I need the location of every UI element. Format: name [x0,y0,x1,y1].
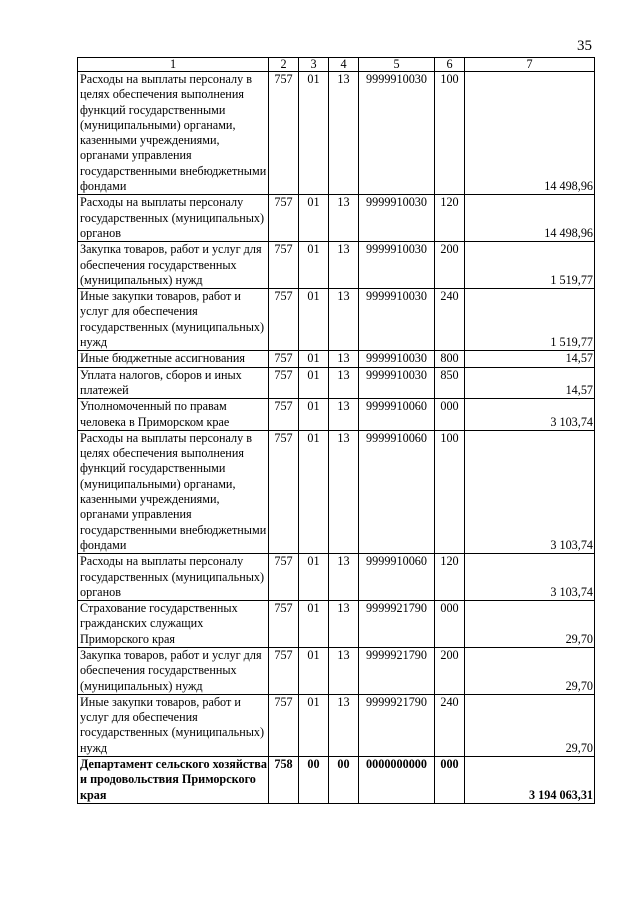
row-name-cell: Расходы на выплаты персоналу в целях обеспечения выполнения функций государственными (муниципальными) органами, казенными учреждениями, органами управления государственными внебюджетными фондами [78,72,269,195]
amount-cell: 14 498,96 [465,72,595,195]
column-header: 2 [269,58,299,72]
amount-cell: 29,70 [465,601,595,648]
expense-type-cell: 120 [435,554,465,601]
expense-type-cell: 100 [435,430,465,553]
target-article-cell: 9999921790 [359,601,435,648]
row-name-cell: Закупка товаров, работ и услуг для обеспечения государственных (муниципальных) нужд [78,647,269,694]
section-code-cell: 01 [299,399,329,431]
amount-cell: 1 519,77 [465,242,595,289]
section-code-cell: 01 [299,694,329,756]
subsection-code-cell: 13 [329,367,359,399]
table-row [78,351,595,367]
target-article-cell: 9999910060 [359,430,435,553]
page-number: 35 [577,38,592,54]
table-row [78,289,595,351]
expense-type-cell: 200 [435,242,465,289]
section-code-cell: 01 [299,430,329,553]
expense-type-cell: 100 [435,72,465,195]
amount-cell: 3 103,74 [465,399,595,431]
ministry-code-cell: 757 [269,430,299,553]
subsection-code-cell: 00 [329,757,359,804]
amount-cell: 14,57 [465,351,595,367]
ministry-code-cell: 757 [269,242,299,289]
amount-cell: 14 498,96 [465,195,595,242]
amount-cell: 3 194 063,31 [465,757,595,804]
ministry-code-cell: 757 [269,554,299,601]
budget-table [77,57,595,804]
row-name-cell: Уполномоченный по правам человека в Приморском крае [78,399,269,431]
target-article-cell: 9999921790 [359,694,435,756]
column-header: 6 [435,58,465,72]
ministry-code-cell: 757 [269,601,299,648]
section-code-cell: 01 [299,367,329,399]
row-name-cell: Департамент сельского хозяйства и продовольствия Приморского края [78,757,269,804]
target-article-cell: 9999910030 [359,367,435,399]
section-code-cell: 01 [299,647,329,694]
ministry-code-cell: 757 [269,647,299,694]
row-name-cell: Иные закупки товаров, работ и услуг для обеспечения государственных (муниципальных) нужд [78,289,269,351]
table-header-row [78,58,595,72]
target-article-cell: 9999910030 [359,289,435,351]
target-article-cell: 9999910030 [359,351,435,367]
ministry-code-cell: 757 [269,289,299,351]
subsection-code-cell: 13 [329,430,359,553]
ministry-code-cell: 757 [269,195,299,242]
expense-type-cell: 850 [435,367,465,399]
table-row [78,554,595,601]
expense-type-cell: 000 [435,601,465,648]
target-article-cell: 9999921790 [359,647,435,694]
section-code-cell: 01 [299,289,329,351]
table-row [78,242,595,289]
amount-cell: 29,70 [465,694,595,756]
expense-type-cell: 120 [435,195,465,242]
table-body [78,72,595,804]
ministry-code-cell: 757 [269,367,299,399]
expense-type-cell: 200 [435,647,465,694]
column-header: 5 [359,58,435,72]
subsection-code-cell: 13 [329,242,359,289]
amount-cell: 1 519,77 [465,289,595,351]
target-article-cell: 9999910060 [359,554,435,601]
section-code-cell: 00 [299,757,329,804]
table-row [78,72,595,195]
subsection-code-cell: 13 [329,694,359,756]
amount-cell: 14,57 [465,367,595,399]
expense-type-cell: 240 [435,289,465,351]
table-row [78,195,595,242]
amount-cell: 3 103,74 [465,554,595,601]
row-name-cell: Закупка товаров, работ и услуг для обеспечения государственных (муниципальных) нужд [78,242,269,289]
section-code-cell: 01 [299,242,329,289]
ministry-code-cell: 758 [269,757,299,804]
table-row [78,399,595,431]
amount-cell: 3 103,74 [465,430,595,553]
column-header: 3 [299,58,329,72]
subsection-code-cell: 13 [329,647,359,694]
section-code-cell: 01 [299,195,329,242]
target-article-cell: 9999910060 [359,399,435,431]
table-row [78,367,595,399]
subsection-code-cell: 13 [329,601,359,648]
column-header: 4 [329,58,359,72]
table-row [78,430,595,553]
expense-type-cell: 000 [435,757,465,804]
target-article-cell: 9999910030 [359,195,435,242]
subsection-code-cell: 13 [329,351,359,367]
row-name-cell: Расходы на выплаты персоналу в целях обеспечения выполнения функций государственными (муниципальными) органами, казенными учреждениями, органами управления государственными внебюджетными фондами [78,430,269,553]
subsection-code-cell: 13 [329,289,359,351]
section-code-cell: 01 [299,554,329,601]
subsection-code-cell: 13 [329,195,359,242]
section-code-cell: 01 [299,601,329,648]
table-row [78,601,595,648]
expense-type-cell: 000 [435,399,465,431]
table-row [78,647,595,694]
row-name-cell: Иные бюджетные ассигнования [78,351,269,367]
ministry-code-cell: 757 [269,399,299,431]
section-code-cell: 01 [299,351,329,367]
table-row [78,757,595,804]
ministry-code-cell: 757 [269,351,299,367]
expense-type-cell: 800 [435,351,465,367]
expense-type-cell: 240 [435,694,465,756]
table-row [78,694,595,756]
subsection-code-cell: 13 [329,72,359,195]
target-article-cell: 9999910030 [359,72,435,195]
row-name-cell: Расходы на выплаты персоналу государственных (муниципальных) органов [78,554,269,601]
subsection-code-cell: 13 [329,554,359,601]
target-article-cell: 0000000000 [359,757,435,804]
column-header: 1 [78,58,269,72]
section-code-cell: 01 [299,72,329,195]
column-header: 7 [465,58,595,72]
ministry-code-cell: 757 [269,72,299,195]
row-name-cell: Страхование государственных гражданских служащих Приморского края [78,601,269,648]
subsection-code-cell: 13 [329,399,359,431]
row-name-cell: Расходы на выплаты персоналу государственных (муниципальных) органов [78,195,269,242]
row-name-cell: Уплата налогов, сборов и иных платежей [78,367,269,399]
ministry-code-cell: 757 [269,694,299,756]
amount-cell: 29,70 [465,647,595,694]
row-name-cell: Иные закупки товаров, работ и услуг для обеспечения государственных (муниципальных) нужд [78,694,269,756]
target-article-cell: 9999910030 [359,242,435,289]
